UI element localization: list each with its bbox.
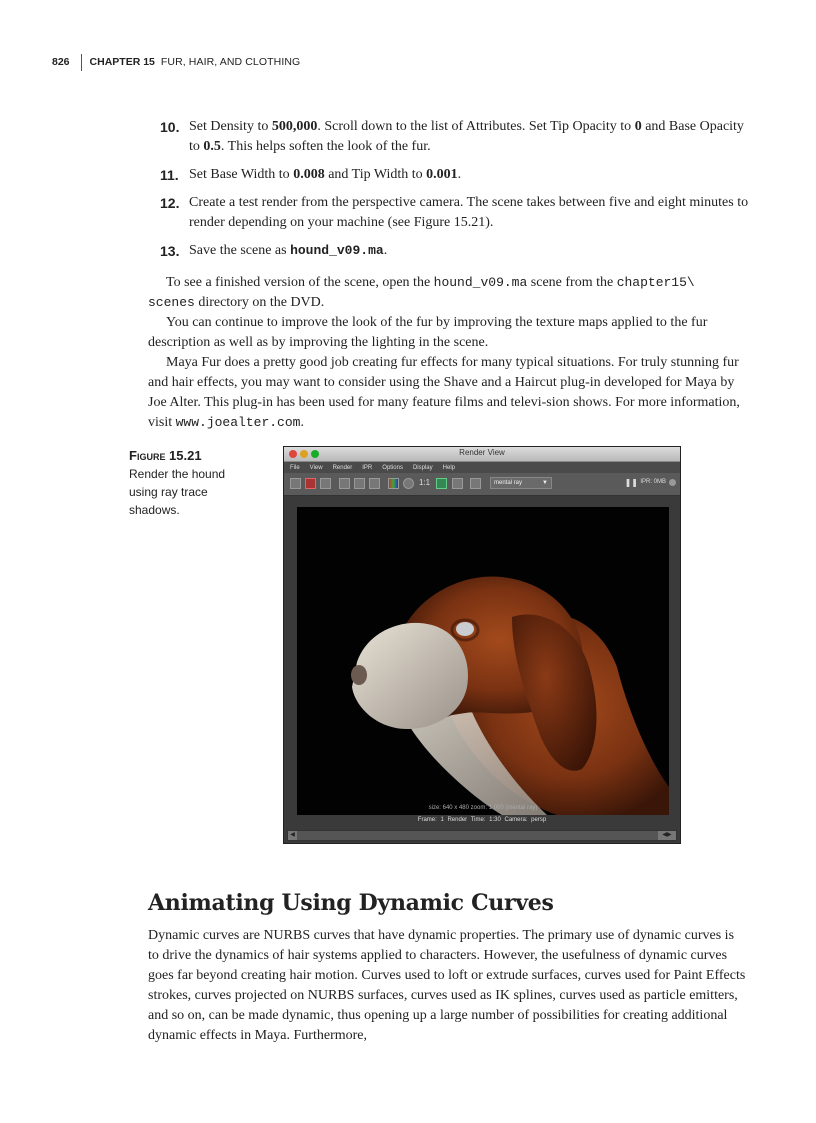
step-item	[160, 241, 750, 261]
menu-display[interactable]: Display	[412, 464, 433, 471]
paragraph	[148, 353, 746, 433]
step-text: . Scroll down to the list of Attributes. Set Tip Opacity to	[317, 119, 635, 134]
keep-image-icon[interactable]	[436, 478, 447, 489]
chevron-down-icon: ▼	[542, 480, 548, 486]
redo-render-icon[interactable]	[290, 478, 301, 489]
running-head	[52, 53, 300, 71]
directory-path: chapter15\ scenes	[148, 275, 695, 310]
section-heading: Animating Using Dynamic Curves	[148, 890, 554, 916]
ipr-render-icon[interactable]	[339, 478, 350, 489]
page-number: 826	[52, 56, 70, 68]
scroll-left-icon[interactable]: ◀	[288, 831, 297, 840]
rgb-channel-icon[interactable]	[369, 478, 380, 489]
menu-view[interactable]: View	[309, 464, 323, 471]
step-number: 11.	[160, 167, 179, 183]
hound-render-image	[297, 507, 669, 815]
window-title: Render View	[459, 448, 505, 457]
scroll-right-icon[interactable]: ◀▶	[658, 831, 676, 840]
step-text: .	[457, 167, 462, 182]
color-channels-icon[interactable]	[388, 478, 399, 489]
dog-nose-shape	[351, 665, 367, 685]
renderer-value: mental ray	[494, 480, 523, 486]
menu-bar	[284, 462, 680, 473]
horizontal-scrollbar[interactable]	[287, 830, 677, 841]
text-run: Maya Fur does a pretty good job creating fur effects for many typical situations. For truly stunning fur and hair effects, you may want to consider using the Shave and a Haircut plug-in developed for Maya by Joe Alter. This plug-in has been used for many feature films and televi-sion shows. For more information, visit	[148, 355, 740, 430]
tip-width-value: 0.001	[426, 167, 458, 182]
alpha-channel-icon[interactable]	[403, 478, 414, 489]
step-number: 13.	[160, 243, 180, 259]
base-opacity-value: 0.5	[203, 139, 221, 154]
step-text: Set Density to	[189, 119, 272, 134]
render-region-icon[interactable]	[305, 478, 316, 489]
dog-eye-shape	[456, 622, 474, 636]
text-run: directory on the DVD.	[194, 295, 325, 310]
step-text: and Base Opacity to	[189, 119, 744, 154]
paragraph	[148, 273, 746, 313]
menu-ipr[interactable]: IPR	[362, 464, 373, 471]
frame-info-readout: Frame: 1 Render Time: 1:30 Camera: persp	[417, 817, 547, 823]
render-toolbar	[284, 473, 680, 496]
step-list	[160, 117, 750, 269]
step-text: Set Base Width to	[189, 167, 294, 182]
text-run: To see a finished version of the scene, open the	[166, 275, 434, 290]
refresh-icon[interactable]	[354, 478, 365, 489]
step-item	[160, 193, 750, 233]
section-body	[148, 926, 746, 1046]
paragraph: Dynamic curves are NURBS curves that have dynamic properties. The primary use of dynamic curves is to drive the dynamics of hair systems applied to characters. However, the usefulness of dynamic curves goes far beyond creating hair motion. Curves used to loft or extrude surfaces, curves used for Paint Effects strokes, curves projected on NURBS surfaces, curves used as IK splines, curves used as particle emitters, and so on, can be made dynamic, thus opening up a large number of possibilities for creating additional dynamic effects in Maya. Furthermore,	[148, 928, 746, 1043]
step-text: Create a test render from the perspective camera. The scene takes between five and eight minutes to render depending on your machine (see Figure 15.21).	[189, 195, 749, 230]
body-paragraphs	[148, 273, 746, 433]
render-settings-icon[interactable]	[470, 478, 481, 489]
figure-label: Figure 15.21	[129, 448, 202, 463]
filename: hound_v09.ma	[433, 275, 528, 290]
render-info-readout: size: 640 x 480 zoom: 1.000 (mental ray)	[428, 805, 538, 811]
menu-render[interactable]: Render	[332, 464, 353, 471]
filename: hound_v09.ma	[290, 243, 384, 258]
tip-opacity-value: 0	[634, 119, 642, 134]
step-text: . This helps soften the look of the fur.	[220, 139, 431, 154]
dog-muzzle-shape	[352, 623, 468, 729]
snapshot-icon[interactable]	[320, 478, 331, 489]
step-item	[160, 117, 750, 157]
step-text: and Tip Width to	[324, 167, 427, 182]
paragraph: You can continue to improve the look of the fur by improving the texture maps applied to the fur description as well as by improving the lighting in the scene.	[148, 315, 708, 350]
chapter-label: CHAPTER 15	[89, 56, 155, 68]
text-run: .	[300, 415, 304, 430]
step-text: .	[383, 243, 388, 258]
menu-options[interactable]: Options	[382, 464, 403, 471]
renderer-dropdown[interactable]	[490, 477, 552, 489]
step-text: Save the scene as	[189, 243, 291, 258]
text-run: scene from the	[527, 275, 617, 290]
window-titlebar	[284, 447, 680, 462]
step-number: 12.	[160, 195, 180, 211]
running-head-divider	[81, 54, 82, 71]
figure-caption	[129, 447, 239, 519]
remove-image-icon[interactable]	[452, 478, 463, 489]
chapter-title: FUR, HAIR, AND CLOTHING	[160, 56, 301, 68]
real-size-button[interactable]: 1:1	[419, 478, 431, 487]
density-value: 500,000	[271, 119, 318, 134]
step-item	[160, 165, 750, 185]
ipr-memory-label: IPR: 0MB	[640, 479, 666, 485]
figure-caption-text: Render the hound using ray trace shadows.	[129, 467, 226, 517]
url-link[interactable]: www.joealter.com	[175, 415, 301, 430]
render-viewport[interactable]	[297, 507, 669, 815]
menu-help[interactable]: Help	[442, 464, 455, 471]
pause-icon[interactable]: ❚❚	[624, 478, 638, 487]
base-width-value: 0.008	[293, 167, 325, 182]
menu-file[interactable]: File	[290, 464, 300, 471]
ipr-status-icon	[669, 479, 676, 486]
step-number: 10.	[160, 119, 180, 135]
render-view-window	[283, 446, 681, 844]
